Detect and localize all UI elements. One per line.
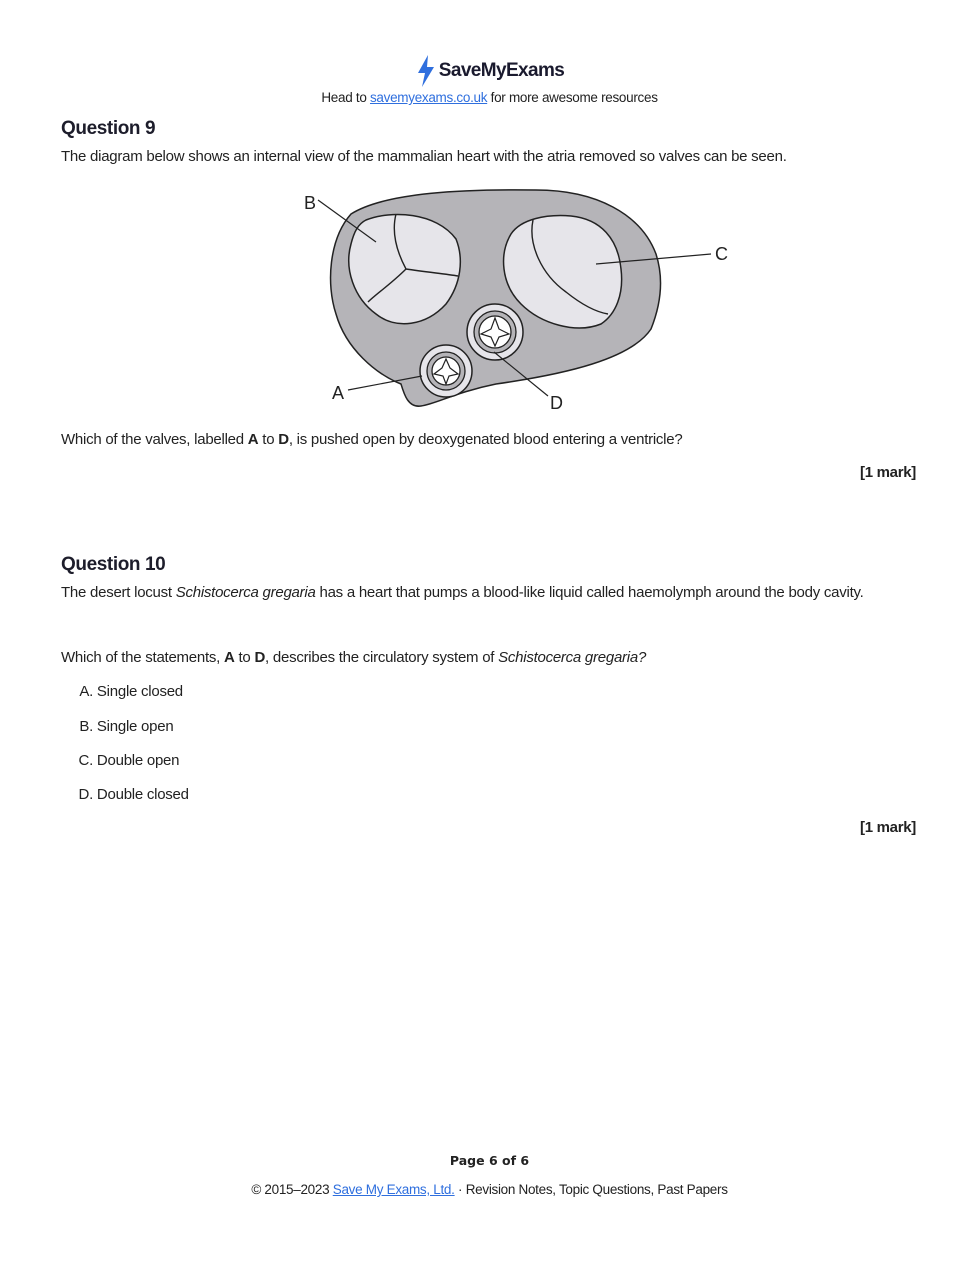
question-10-title: Question 10: [61, 554, 166, 575]
footer-link[interactable]: Save My Exams, Ltd.: [332, 1182, 455, 1197]
option-d[interactable]: D. Double closed: [78, 786, 189, 803]
lightning-bolt-icon: [415, 55, 437, 87]
option-a[interactable]: A. Single closed: [79, 683, 183, 700]
brand-logo[interactable]: [0, 54, 979, 88]
question-10-prompt: Which of the statements, A to D, describes the circulatory system of Schistocerca gregaria?: [61, 649, 647, 666]
question-9-intro: The diagram below shows an internal view of the mammalian heart with the atria removed so valves can be seen.: [61, 148, 787, 165]
option-c[interactable]: C. Double open: [78, 752, 180, 769]
label-b: B: [304, 193, 317, 213]
page-number: Page 6 of 6: [449, 1153, 530, 1168]
brand-name: SaveMyExams: [438, 60, 565, 81]
question-10-intro: The desert locust Schistocerca gregaria has a heart that pumps a blood-like liquid called haemolymph around the body cavity.: [61, 584, 864, 601]
question-9-mark: [1 mark]: [860, 464, 916, 481]
option-b[interactable]: B. Single open: [79, 718, 174, 735]
label-d: D: [550, 393, 563, 413]
page-footer: © 2015–2023 Save My Exams, Ltd. · Revision Notes, Topic Questions, Past Papers: [251, 1182, 728, 1197]
question-9-prompt: Which of the valves, labelled A to D, is pushed open by deoxygenated blood entering a ventricle?: [61, 431, 683, 448]
heart-valves-diagram: [296, 184, 736, 416]
label-c: C: [715, 244, 728, 264]
header-tagline: Head to savemyexams.co.uk for more awesome resources: [321, 90, 658, 105]
question-10-mark: [1 mark]: [860, 819, 916, 836]
label-a: A: [332, 383, 345, 403]
savemyexams-link[interactable]: savemyexams.co.uk: [369, 90, 488, 105]
question-9-title: Question 9: [61, 118, 156, 139]
page-header: [0, 54, 979, 105]
